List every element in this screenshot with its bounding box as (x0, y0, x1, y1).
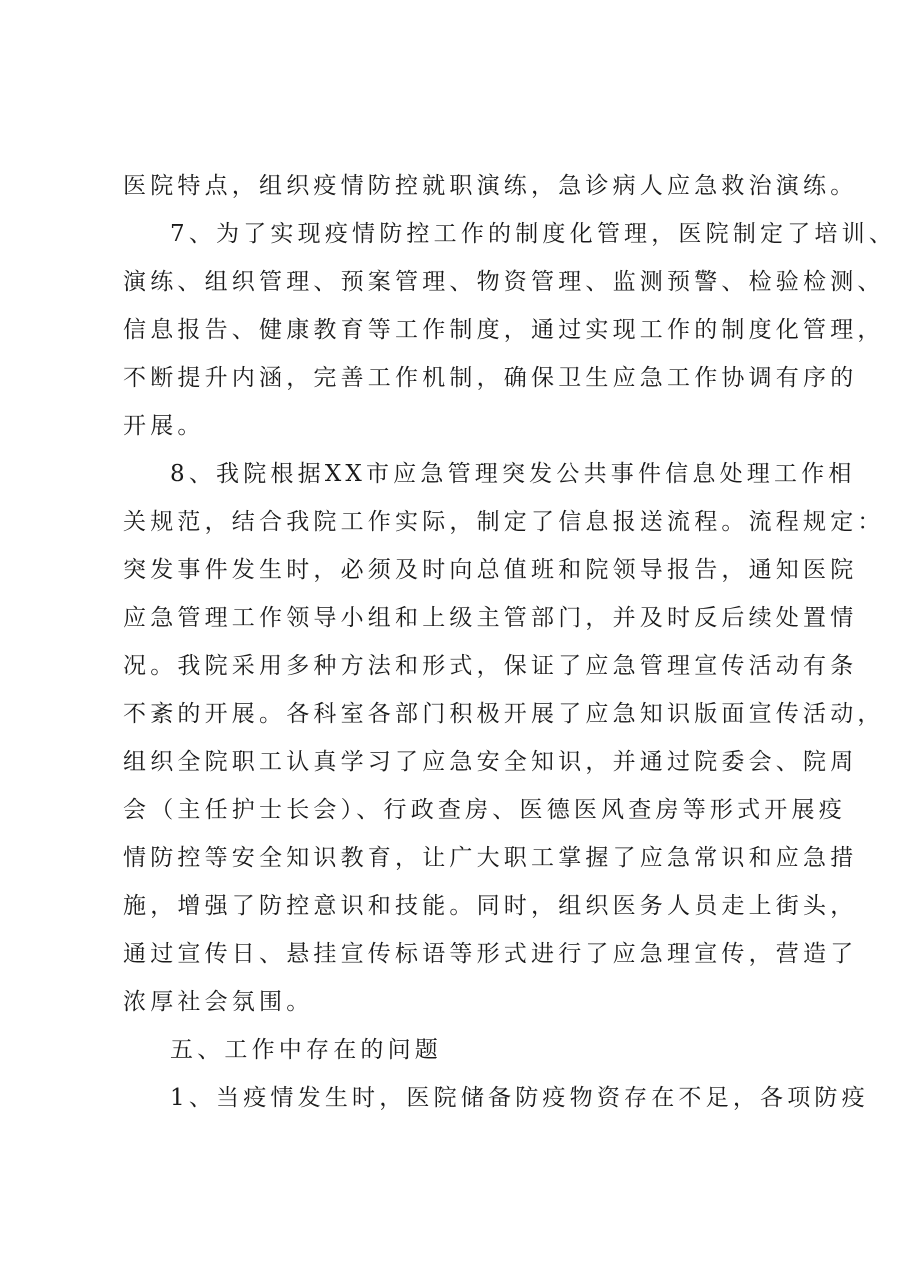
section-5-paragraph-1-line-1: 1、当疫情发生时，医院储备防疫物资存在不足，各项防疫 (170, 1085, 869, 1111)
paragraph-8-line-11: 通过宣传日、悬挂宣传标语等形式进行了应急理宣传，营造了 (123, 941, 858, 967)
paragraph-7-line-1: 7、为了实现疫情防控工作的制度化管理，医院制定了培训、 (170, 221, 897, 247)
section-heading: 五、工作中存在的问题 (170, 1037, 442, 1063)
paragraph-8-line-1: 8、我院根据XX市应急管理突发公共事件信息处理工作相 (170, 461, 856, 487)
paragraph-6-line-end: 医院特点，组织疫情防控就职演练，急诊病人应急救治演练。 (123, 173, 858, 199)
paragraph-8-line-6: 不紊的开展。各科室各部门积极开展了应急知识版面宣传活动， (123, 701, 885, 727)
paragraph-8-line-4: 应急管理工作领导小组和上级主管部门，并及时反后续处置情 (123, 605, 858, 631)
paragraph-8-line-12: 浓厚社会氛围。 (123, 989, 314, 1015)
paragraph-7-line-2: 演练、组织管理、预案管理、物资管理、监测预警、检验检测、 (123, 269, 885, 295)
paragraph-7-line-4: 不断提升内涵，完善工作机制，确保卫生应急工作协调有序的 (123, 365, 858, 391)
paragraph-8-line-8: 会（主任护士长会）、行政查房、医德医风查房等形式开展疫 (123, 797, 846, 823)
paragraph-8-line-3: 突发事件发生时，必须及时向总值班和院领导报告，通知医院 (123, 557, 858, 583)
paragraph-8-line-2: 关规范，结合我院工作实际，制定了信息报送流程。流程规定： (123, 509, 885, 535)
paragraph-8-line-5: 况。我院采用多种方法和形式，保证了应急管理宣传活动有条 (123, 653, 858, 679)
paragraph-8-line-9: 情防控等安全知识教育，让广大职工掌握了应急常识和应急措 (123, 845, 858, 871)
paragraph-7-line-3: 信息报告、健康教育等工作制度，通过实现工作的制度化管理， (123, 317, 885, 343)
paragraph-8-line-10: 施，增强了防控意识和技能。同时，组织医务人员走上街头， (123, 893, 858, 919)
paragraph-8-line-7: 组织全院职工认真学习了应急安全知识，并通过院委会、院周 (123, 749, 858, 775)
paragraph-7-line-5: 开展。 (123, 413, 205, 439)
